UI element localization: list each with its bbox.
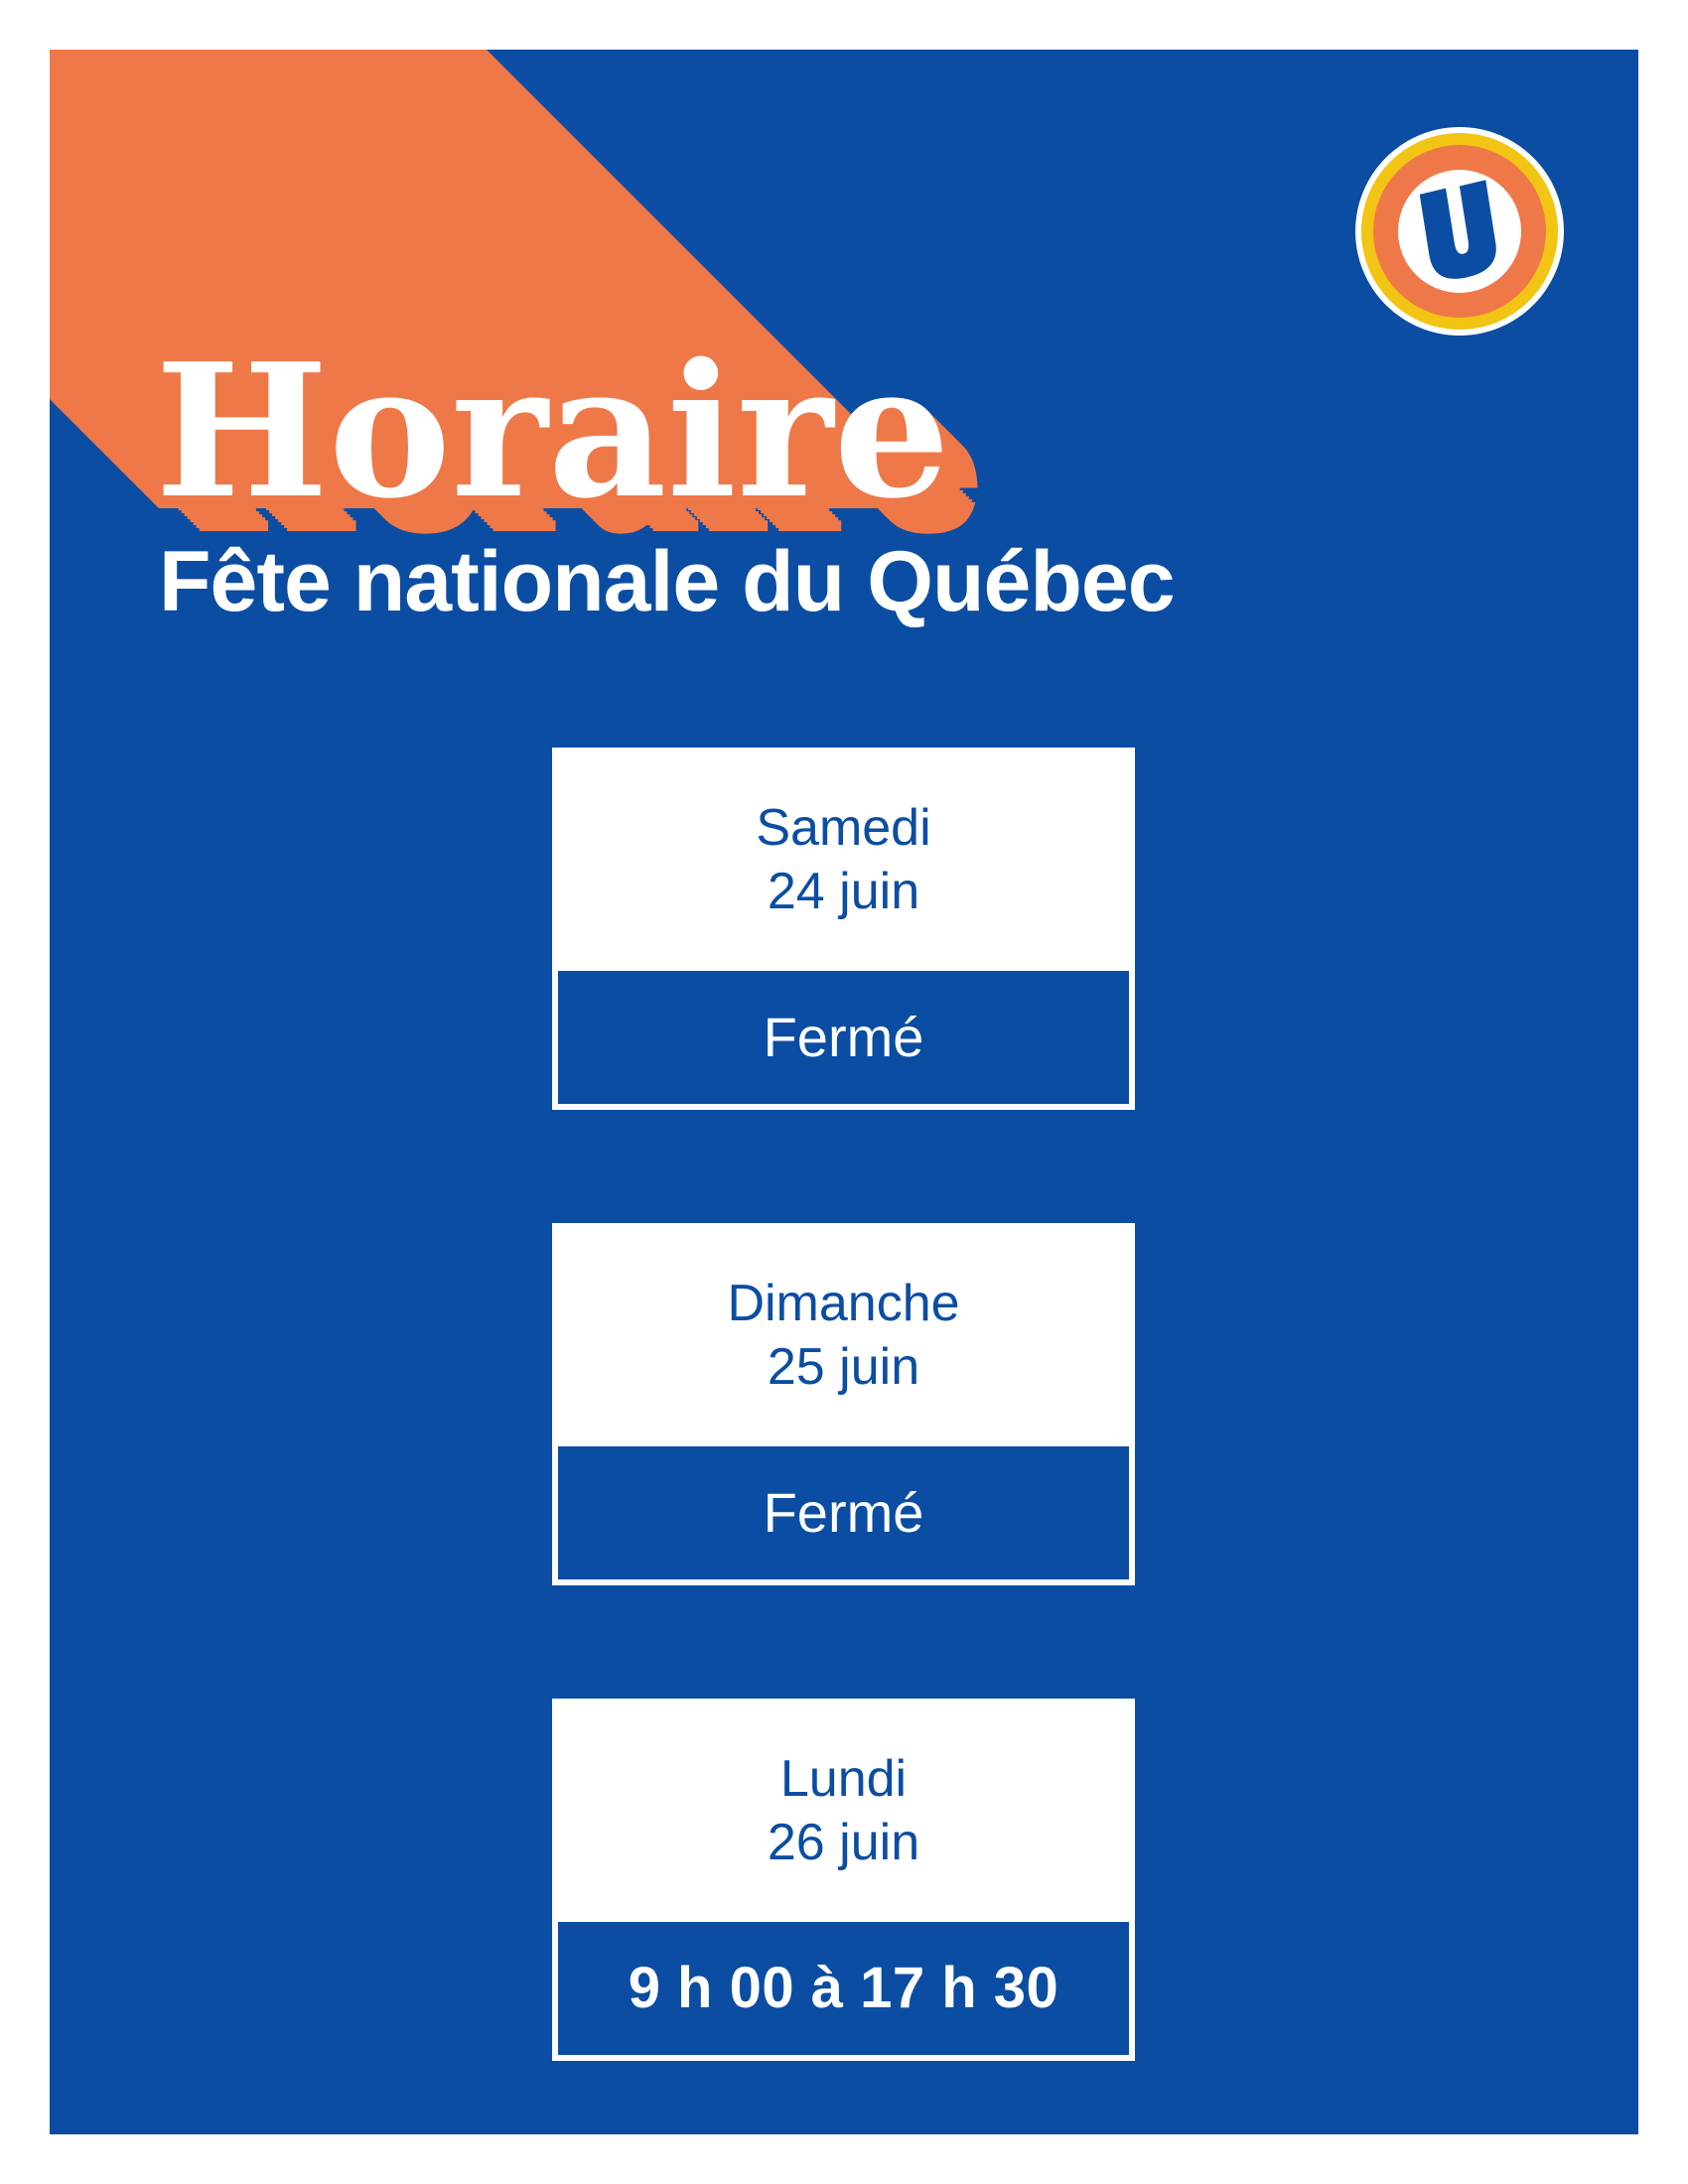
poster-subtitle: Fête nationale du Québec [159,534,1175,629]
day-label: Lundi [779,1749,908,1808]
status-box [558,971,1129,1104]
day-label: Dimanche [727,1274,960,1332]
schedule-card [552,1223,1135,1585]
card-day-block [552,748,1135,971]
date-label: 25 juin [767,1337,920,1396]
status-label: Fermé [763,1481,924,1544]
date-label: 24 juin [767,862,920,920]
card-day-block [552,1223,1135,1446]
status-label: Fermé [763,1006,924,1068]
date-label: 26 juin [767,1813,920,1871]
status-label: 9 h 00 à 17 h 30 [628,1956,1059,2020]
schedule-card [552,1699,1135,2061]
poster-canvas [50,50,1638,2134]
schedule-card [552,748,1135,1110]
card-day-block [552,1699,1135,1922]
day-label: Samedi [756,798,931,857]
poster-title: Horaire [155,323,950,539]
status-box [558,1446,1129,1579]
status-box [558,1922,1129,2055]
logo-medallion-icon [1355,127,1564,336]
uniprix-logo [1355,127,1564,336]
